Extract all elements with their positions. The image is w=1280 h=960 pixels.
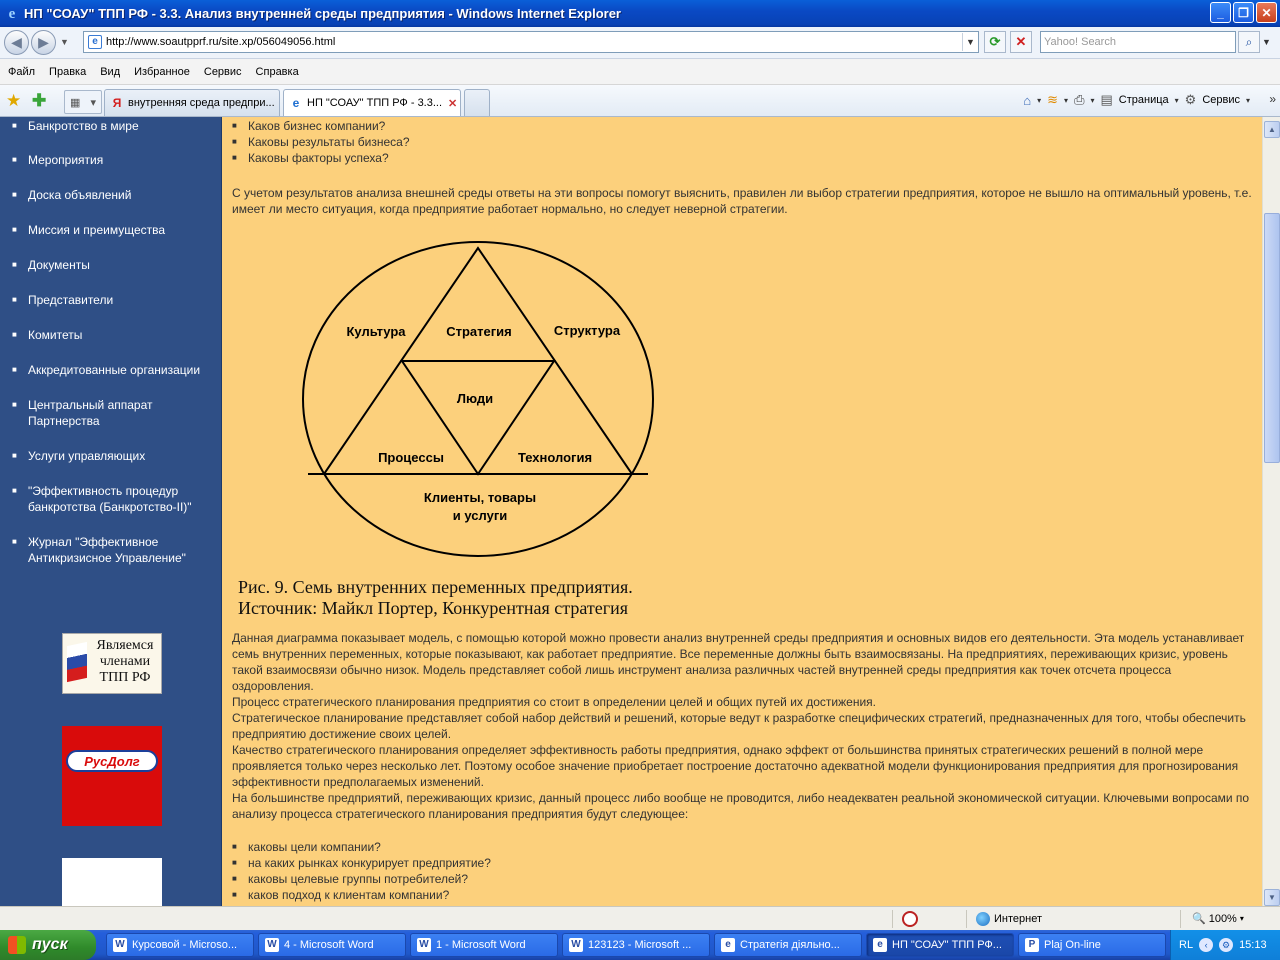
label-strategy: Стратегия <box>446 324 512 339</box>
label-structure: Структура <box>553 323 621 338</box>
chevron-down-icon: ▾ <box>90 96 96 109</box>
web-page <box>0 117 1262 906</box>
quick-tabs-button[interactable] <box>64 90 102 114</box>
tools-menu[interactable]: Сервис <box>1202 94 1240 106</box>
word-icon: W <box>569 938 583 952</box>
sidebar-item-label: Комитеты <box>28 328 83 342</box>
taskbar-item[interactable]: P Plaj On-line <box>1018 933 1166 957</box>
favorites-star-icon[interactable]: ★ <box>6 91 22 110</box>
minimize-button[interactable]: _ <box>1210 2 1231 23</box>
sidebar-item-accredited[interactable]: ■ Аккредитованные организации <box>12 362 218 378</box>
zoom-level: 100% <box>1208 912 1237 925</box>
page-icon: e <box>88 35 102 49</box>
search-icon: ⌕ <box>1245 35 1253 49</box>
sidebar-item-bankruptcy-world[interactable]: ■ Банкротство в мире <box>12 118 218 134</box>
chevron-down-icon[interactable]: ▾ <box>1064 95 1069 105</box>
zoom-control[interactable] <box>1192 912 1244 925</box>
menu-help[interactable]: Справка <box>255 65 299 78</box>
russia-flag-icon <box>67 642 87 682</box>
new-tab-button[interactable] <box>464 89 490 116</box>
zone-label: Интернет <box>994 913 1042 925</box>
rusdolg-banner[interactable] <box>62 726 162 826</box>
sidebar-item-events[interactable]: ■ Мероприятия <box>12 152 218 168</box>
tab-bar <box>0 85 1280 117</box>
word-icon: W <box>265 938 279 952</box>
more-commands-icon[interactable]: » <box>1269 92 1276 106</box>
taskbar <box>0 930 1280 960</box>
refresh-button[interactable]: ⟳ <box>984 31 1006 53</box>
quick-tabs-icon: ▦ <box>70 96 81 109</box>
word-icon: W <box>113 938 127 952</box>
list-item: ■ Каковы результаты бизнеса? <box>232 135 410 149</box>
address-toolbar <box>0 27 1280 59</box>
question-list <box>232 118 410 166</box>
intro-paragraph: С учетом результатов анализа внешней среды ответы на эти вопросы помогут выяснить, правилен ли выбор стратегии предприятия, которое не вышло на оптимальный уровень, т.е. имеет ли место ситуация, когда предприятие работает нормально, но следует неверной стратегии. <box>232 186 1252 216</box>
sidebar-item-label: Миссия и преимущества <box>28 223 166 237</box>
seven-variables-diagram <box>290 239 670 569</box>
close-button[interactable]: ✕ <box>1256 2 1277 23</box>
gear-icon: ⚙ <box>1184 92 1197 107</box>
menu-bar <box>0 59 1280 85</box>
zoom-icon: 🔍 <box>1192 913 1206 925</box>
list-item: ■ каковы цели компании? <box>232 840 381 854</box>
sidebar-item-central-office[interactable]: ■ Центральный аппарат Партнерства <box>12 397 218 429</box>
label-clients-1: Клиенты, товары <box>423 490 537 505</box>
search-options-dropdown[interactable]: ▼ <box>1262 37 1271 47</box>
ie-icon: e <box>721 938 735 952</box>
app-icon: P <box>1025 938 1039 952</box>
windows-logo-icon <box>8 936 26 954</box>
menu-tools[interactable]: Сервис <box>203 65 242 78</box>
search-button[interactable] <box>1238 31 1260 53</box>
security-zone[interactable] <box>976 912 1042 926</box>
menu-file[interactable]: Файл <box>8 65 36 78</box>
forward-arrow-icon: ▶ <box>38 34 49 50</box>
article-body <box>232 630 1256 903</box>
menu-favorites[interactable]: Избранное <box>134 65 190 78</box>
figure-caption <box>238 577 633 619</box>
list-item: ■ на каких рынках конкурирует предприятие? <box>232 856 491 870</box>
address-dropdown[interactable]: ▼ <box>962 33 978 51</box>
sidebar-item-label: "Эффективность процедур банкротства (Банкротство-II)" <box>28 484 192 514</box>
vertical-scrollbar[interactable] <box>1262 117 1280 906</box>
ie-icon: e <box>873 938 887 952</box>
list-item: ■ каков подход к клиентам компании? <box>232 888 450 902</box>
label-clients-2: и услуги <box>452 508 508 523</box>
language-indicator[interactable]: RL <box>1179 939 1194 951</box>
command-bar <box>1023 92 1250 108</box>
title-bar <box>0 0 1280 27</box>
start-button[interactable] <box>0 930 96 960</box>
taskbar-item[interactable]: W 123123 - Microsoft ... <box>562 933 710 957</box>
tab-close-icon[interactable]: ✕ <box>448 97 458 110</box>
tray-arrow-icon[interactable]: ‹ <box>1199 938 1213 952</box>
ie-logo-icon: e <box>8 5 16 22</box>
page-menu[interactable]: Страница <box>1118 94 1169 106</box>
chevron-down-icon[interactable]: ▾ <box>1245 95 1250 105</box>
feeds-icon[interactable]: ≋ <box>1047 92 1059 107</box>
tray-app-icon[interactable]: ⚙ <box>1219 938 1233 952</box>
caption-line-2: Источник: Майкл Портер, Конкурентная стратегия <box>238 598 629 618</box>
globe-icon <box>976 912 990 926</box>
paragraph: Качество стратегического планирования определяет эффективность работы предприятия, однако эффект от большинства принятых стратегических решений в полной мере проявляется только через несколько лет. Поэтому особое значение приобретает построение достаточно адекватной модели функционирования предприятия для прогнозирования эффективности предполагаемых изменений. <box>232 743 1239 789</box>
taskbar-item[interactable]: W 4 - Microsoft Word <box>258 933 406 957</box>
menu-view[interactable]: Вид <box>100 65 121 78</box>
paragraph: Процесс стратегического планирования предприятия со стоит в определении целей и общих путей их достижения. <box>232 695 876 709</box>
sidebar-item-board[interactable]: ■ Доска объявлений <box>12 187 218 203</box>
chevron-down-icon: ▾ <box>1239 914 1244 923</box>
tab-label: НП "СОАУ" ТПП РФ - 3.3... <box>307 97 443 109</box>
menu-edit[interactable]: Правка <box>49 65 87 78</box>
sidebar-item-label: Услуги управляющих <box>28 449 146 463</box>
chevron-down-icon[interactable]: ▾ <box>1037 95 1042 105</box>
banner-text: Являемся членами ТПП РФ <box>96 638 154 685</box>
address-bar[interactable] <box>83 31 979 53</box>
back-arrow-icon: ◀ <box>11 34 22 50</box>
sidebar-item-representatives[interactable]: ■ Представители <box>12 292 218 308</box>
yandex-icon: Я <box>112 96 122 110</box>
sidebar-item-label: Доска объявлений <box>28 188 132 202</box>
taskbar-item[interactable]: W Курсовой - Microso... <box>106 933 254 957</box>
paragraph: Данная диаграмма показывает модель, с помощью которой можно провести анализ внутренней среды предприятия и основных видов его деятельности. Эта модель устанавливает семь внутренних переменных, которые показывают, как работает предприятие. Все переменные должны быть взаимосвязаны. На предприятиях, переживающих кризис, уровень такой взаимосвязи обычно низок. Модель представляет собой лишь инструмент анализа различных частей внутренней среды предприятия как точек отсчета процесса оздоровления. <box>232 631 1245 693</box>
chevron-down-icon[interactable]: ▾ <box>1090 95 1095 105</box>
forward-button[interactable] <box>31 30 56 55</box>
sidebar-item-label: Мероприятия <box>28 153 104 167</box>
sidebar-item-committees[interactable]: ■ Комитеты <box>12 327 218 343</box>
start-label: пуск <box>32 936 68 953</box>
rusdolg-logo: РусДолг <box>66 750 158 772</box>
label-technology: Технология <box>517 450 593 465</box>
caption-line-1: Рис. 9. Семь внутренних переменных предприятия. <box>238 577 633 597</box>
add-favorites-icon[interactable]: ✚ <box>32 91 47 110</box>
history-dropdown[interactable]: ▼ <box>60 37 69 47</box>
window-title: НП "СОАУ" ТПП РФ - 3.3. Анализ внутренней среды предприятия - Windows Internet Explorer <box>24 6 621 21</box>
maximize-button[interactable]: ❐ <box>1233 2 1254 23</box>
print-icon[interactable]: ⎙ <box>1074 92 1085 107</box>
list-item: ■ Каков бизнес компании? <box>232 119 386 133</box>
system-tray <box>1170 930 1280 960</box>
scroll-up-button[interactable]: ▲ <box>1264 121 1280 138</box>
tab-yandex[interactable] <box>104 89 280 116</box>
tab-label: внутренняя среда предпри... <box>128 97 275 109</box>
address-input[interactable]: http://www.soautpprf.ru/site.xp/056049056.html <box>106 36 336 48</box>
label-people: Люди <box>456 391 494 406</box>
sidebar-item-label: Банкротство в мире <box>28 119 139 133</box>
sidebar <box>0 117 222 906</box>
taskbar-item-active[interactable]: e НП "СОАУ" ТПП РФ... <box>866 933 1014 957</box>
taskbar-item[interactable]: W 1 - Microsoft Word <box>410 933 558 957</box>
sidebar-item-label: Аккредитованные организации <box>28 363 201 377</box>
sidebar-item-label: Документы <box>28 258 90 272</box>
word-icon: W <box>417 938 431 952</box>
label-processes: Процессы <box>378 450 444 465</box>
privacy-icon[interactable] <box>902 911 918 927</box>
sidebar-item-efficiency[interactable]: ■ "Эффективность процедур банкротства (Банкротство-II)" <box>12 483 218 515</box>
tab-soau[interactable] <box>283 89 461 116</box>
home-icon[interactable]: ⌂ <box>1023 92 1032 108</box>
back-button[interactable] <box>4 30 29 55</box>
clock: 15:13 <box>1239 939 1267 951</box>
sidebar-item-label: Журнал "Эффективное Антикризисное Управление" <box>28 535 186 565</box>
list-item: ■ Каковы факторы успеха? <box>232 151 389 165</box>
scroll-thumb[interactable] <box>1264 213 1280 463</box>
tpp-member-banner[interactable] <box>62 633 162 694</box>
list-item: ■ каковы целевые группы потребителей? <box>232 872 469 886</box>
sidebar-item-journal[interactable]: ■ Журнал "Эффективное Антикризисное Управление" <box>12 534 218 566</box>
stop-button[interactable]: ✕ <box>1010 31 1032 53</box>
chevron-down-icon[interactable]: ▾ <box>1174 95 1179 105</box>
sidebar-item-label: Центральный аппарат Партнерства <box>28 398 153 428</box>
taskbar-item[interactable]: e Стратегія діяльно... <box>714 933 862 957</box>
ie-page-icon: e <box>292 96 300 110</box>
label-culture: Культура <box>346 324 406 339</box>
paragraph: Стратегическое планирование представляет собой набор действий и решений, которые ведут к разработке специфических стратегий, предназначенных для того, чтобы обеспечить предприятию достижение своих целей. <box>232 711 1246 741</box>
scroll-down-button[interactable]: ▼ <box>1264 889 1280 906</box>
sidebar-item-documents[interactable]: ■ Документы <box>12 257 218 273</box>
key-questions-list <box>232 839 1256 903</box>
sidebar-item-label: Представители <box>28 293 114 307</box>
page-menu-icon: ▤ <box>1100 92 1113 107</box>
sidebar-item-mission[interactable]: ■ Миссия и преимущества <box>12 222 218 238</box>
sidebar-item-services[interactable]: ■ Услуги управляющих <box>12 448 218 464</box>
status-bar <box>0 906 1280 930</box>
paragraph: На большинстве предприятий, переживающих кризис, данный процесс либо вообще не проводится, либо неадекватен реальной экономической ситуации. Ключевыми вопросами по анализу процесса стратегического планирования предприятия будут следующее: <box>232 791 1250 821</box>
search-input[interactable]: Yahoo! Search <box>1040 31 1236 53</box>
blank-banner <box>62 858 162 906</box>
